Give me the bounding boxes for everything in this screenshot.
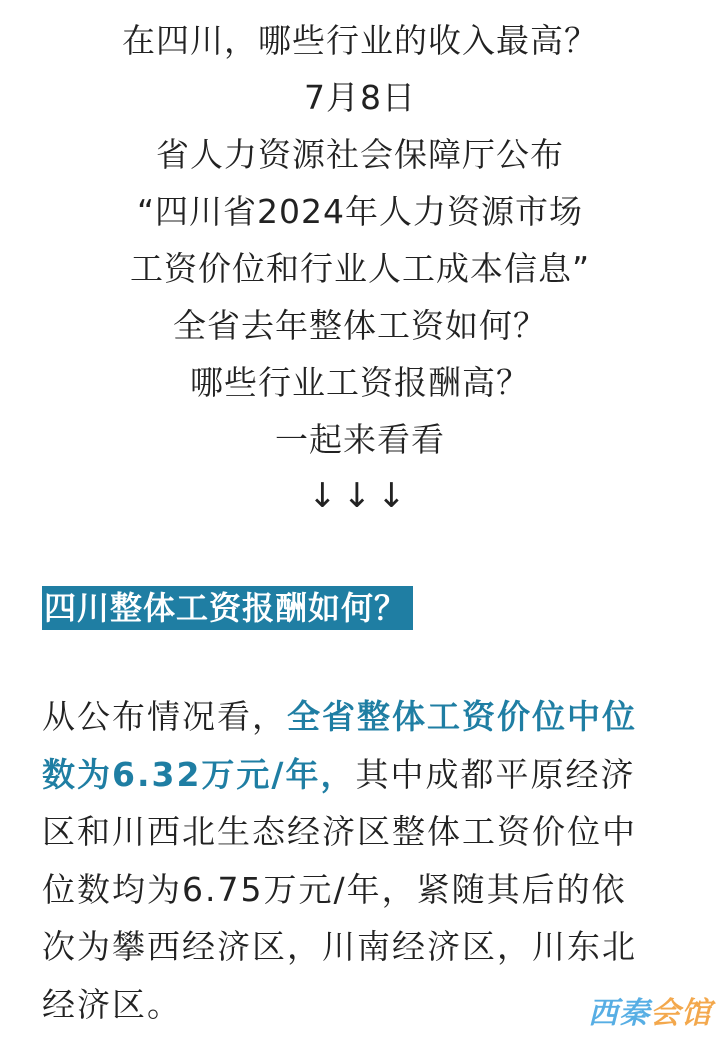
intro-publisher: 省人力资源社会保障厅公布 bbox=[156, 135, 564, 174]
paragraph-line-1 bbox=[42, 688, 682, 746]
watermark-logo bbox=[588, 988, 712, 1032]
paragraph-line-4: 位数均为6.75万元/年，紧随其后的依 bbox=[42, 869, 627, 909]
body-paragraph bbox=[42, 688, 682, 1033]
intro-question-wage: 全省去年整体工资如何？ bbox=[173, 306, 547, 345]
highlighted-text: 全省整体工资价位中位 bbox=[287, 697, 637, 736]
paragraph-text: 从公布情况看， bbox=[42, 697, 287, 736]
paragraph-line-5: 次为攀西经济区，川南经济区，川东北 bbox=[42, 927, 637, 966]
paragraph-text: 其中成都平原经济 bbox=[355, 754, 636, 794]
intro-date: 7月8日 bbox=[304, 78, 416, 117]
paragraph-line-2 bbox=[42, 746, 682, 804]
paragraph-line-6: 经济区。 bbox=[42, 984, 182, 1024]
intro-title-part2: 工资价位和行业人工成本信息” bbox=[129, 249, 591, 288]
intro-title-part1: “四川省2024年人力资源市场 bbox=[136, 192, 584, 231]
intro-question-industry: 哪些行业工资报酬高？ bbox=[190, 363, 530, 402]
highlighted-text: 数为6.32万元/年， bbox=[42, 754, 356, 794]
intro-block bbox=[0, 12, 720, 525]
intro-question: 在四川，哪些行业的收入最高？ bbox=[122, 21, 598, 60]
paragraph-line-3: 区和川西北生态经济区整体工资价位中 bbox=[42, 812, 637, 851]
watermark-text-part1: 西秦 bbox=[588, 996, 650, 1031]
down-arrows-icon: ↓↓↓ bbox=[308, 476, 412, 516]
intro-call-to-action: 一起来看看 bbox=[275, 420, 445, 459]
section-heading: 四川整体工资报酬如何？ bbox=[42, 586, 413, 630]
watermark-text-part2: 会馆 bbox=[650, 996, 712, 1031]
